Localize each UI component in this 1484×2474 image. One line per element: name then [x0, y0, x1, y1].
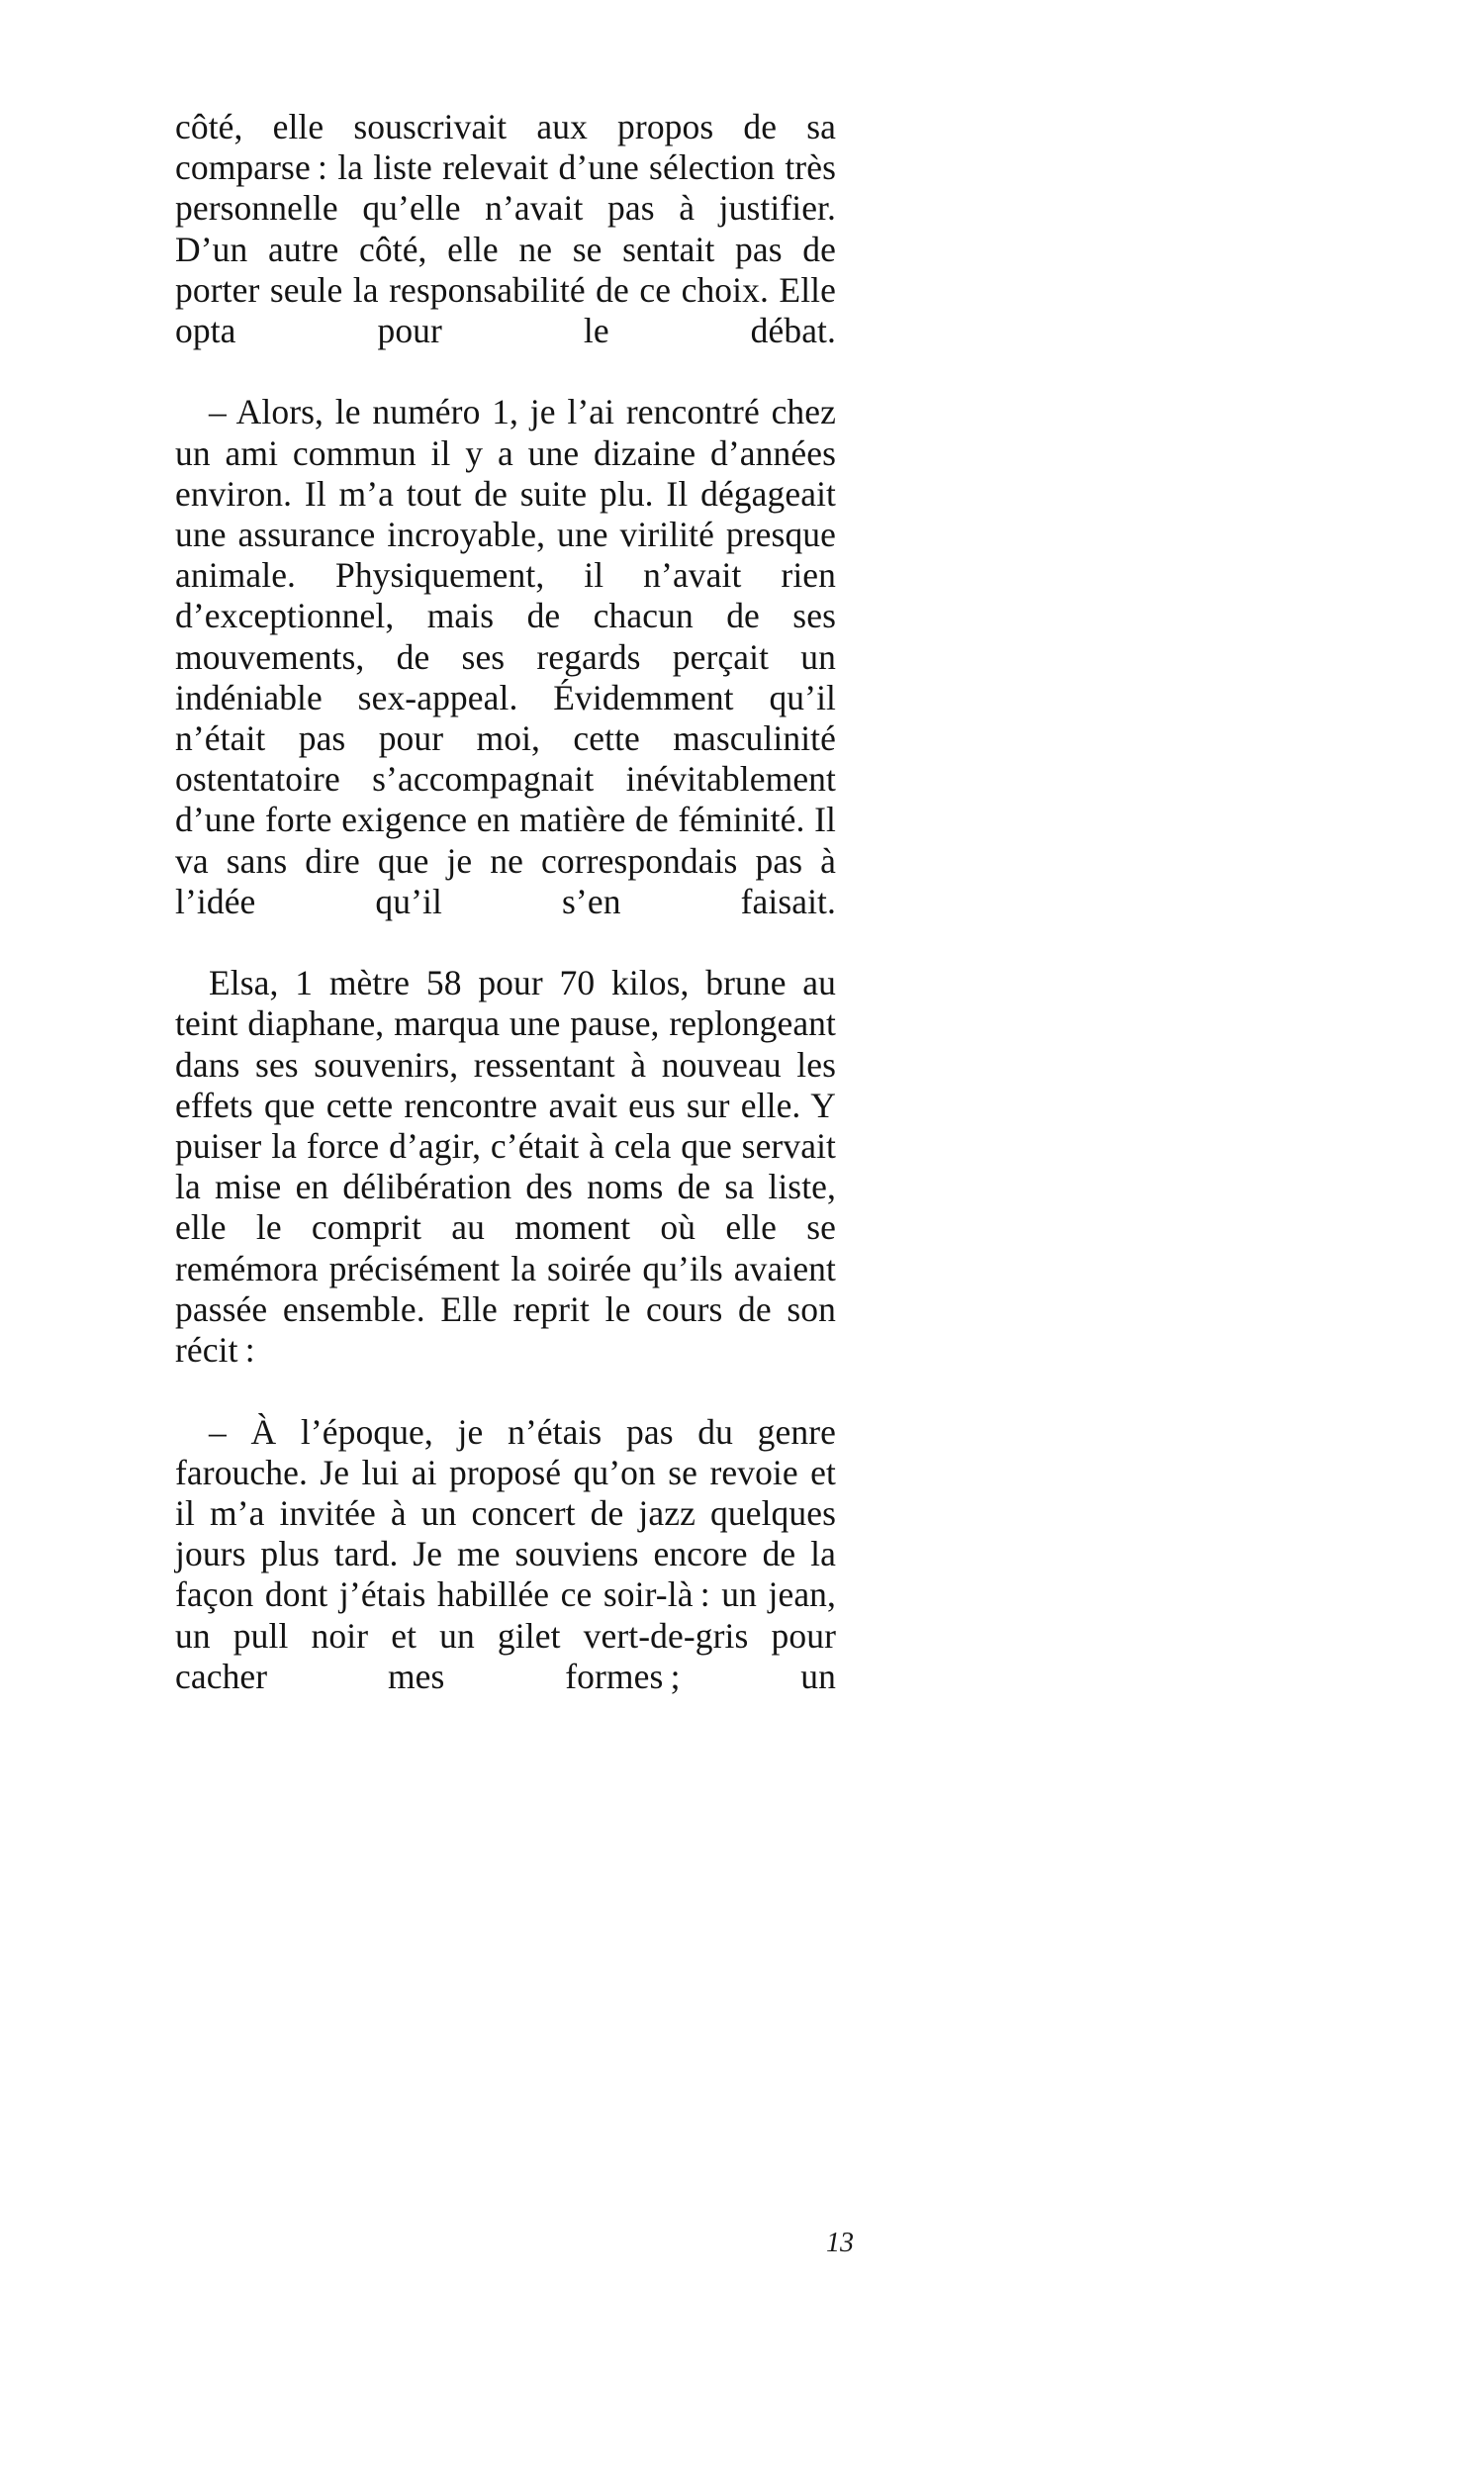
paragraph-1: côté, elle souscrivait aux propos de sa comparse : la liste relevait d’une sélection très personnelle qu’elle n’avait pas à justifier. D’un autre côté, elle ne se sentait pas de porter seule la responsabilité de ce choix. Elle opta pour le débat. [175, 107, 836, 351]
paragraph-4: – À l’époque, je n’étais pas du genre farouche. Je lui ai proposé qu’on se revoie et il m’a invitée à un concert de jazz quelques jours plus tard. Je me souviens encore de la façon dont j’étais habillée ce soir-là : un jean, un pull noir et un gilet vert-de-gris pour cacher mes formes ; un [175, 1411, 836, 1696]
body-text-block [175, 107, 836, 1738]
paragraph-3: Elsa, 1 mètre 58 pour 70 kilos, brune au teint diaphane, marqua une pause, replongeant dans ses souvenirs, ressentant à nouveau les effets que cette rencontre avait eus sur elle. Y puiser la force d’agir, c’était à cela que servait la mise en délibération des noms de sa liste, elle le comprit au moment où elle se remémora précisément la soirée qu’ils avaient passée ensemble. Elle reprit le cours de son récit : [175, 963, 836, 1371]
page-number: 13 [826, 2228, 854, 2258]
paragraph-2: – Alors, le numéro 1, je l’ai rencontré chez un ami commun il y a une dizaine d’années environ. Il m’a tout de suite plu. Il dégageait une assurance incroyable, une virilité presque animale. Physiquement, il n’avait rien d’exceptionnel, mais de chacun de ses mouvements, de ses regards perçait un indéniable sex-appeal. Évidemment qu’il n’était pas pour moi, cette masculinité ostentatoire s’accompagnait inévitablement d’une forte exigence en matière de féminité. Il va sans dire que je ne correspondais pas à l’idée qu’il s’en faisait. [175, 392, 836, 921]
